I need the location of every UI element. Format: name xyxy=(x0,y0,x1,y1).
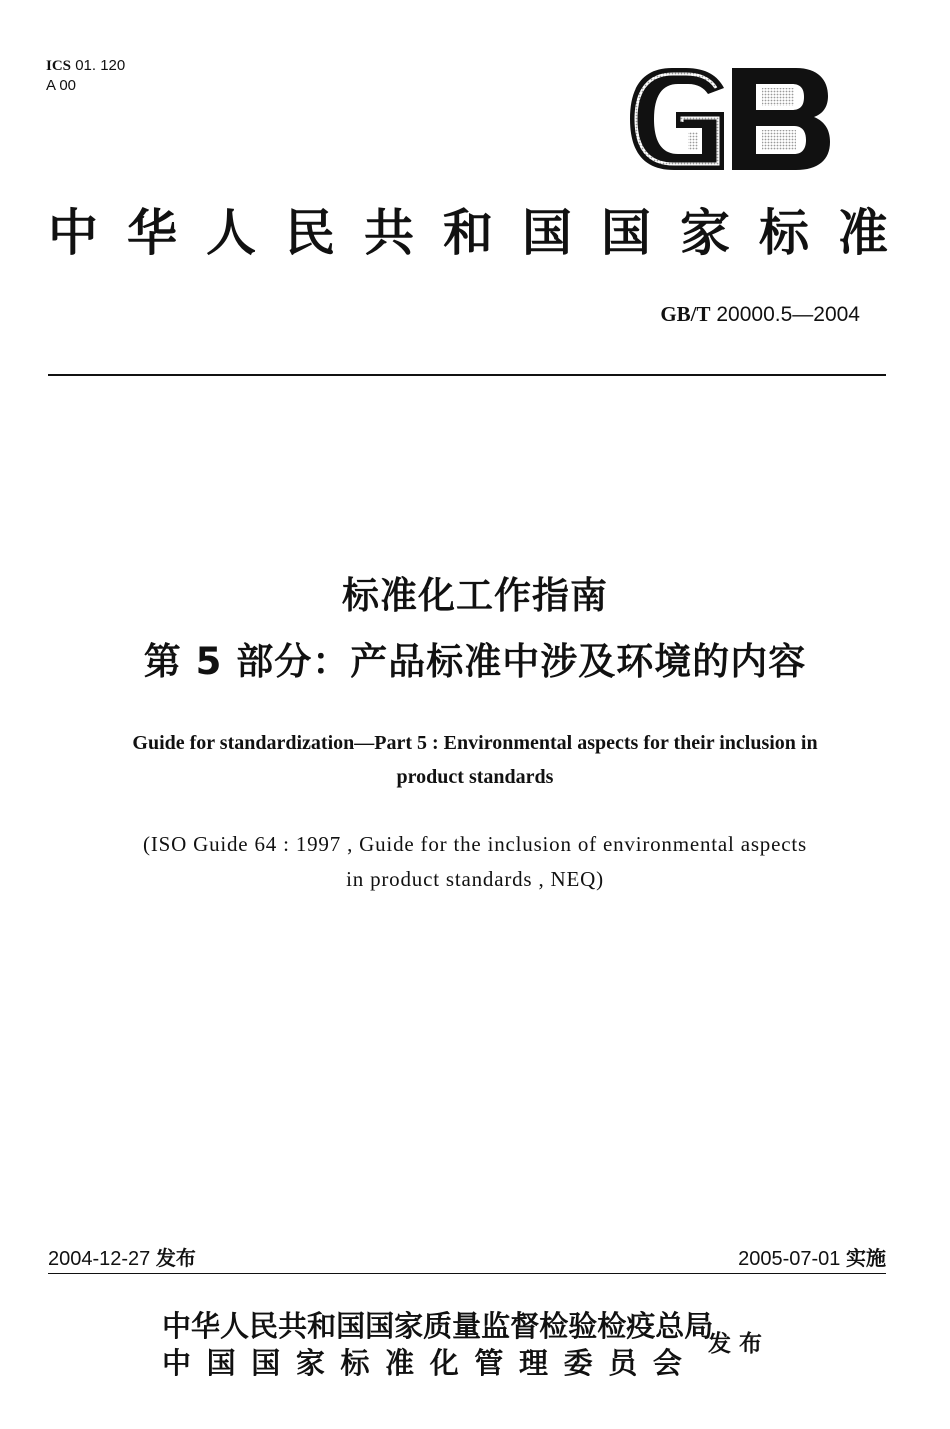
issuer-char: 质 xyxy=(423,1309,453,1343)
issuer-char: 量 xyxy=(452,1309,482,1343)
title-zh-line2: 第 5 部分：产品标准中涉及环境的内容 xyxy=(143,640,807,683)
title-en xyxy=(50,726,900,794)
national-standard-title xyxy=(48,198,888,268)
issuer-char: 国 xyxy=(336,1309,366,1343)
issuer-char: 检 xyxy=(597,1309,627,1343)
title-char: 和 xyxy=(443,203,493,262)
issuer-char: 国 xyxy=(206,1346,236,1380)
gb-logo-icon xyxy=(626,66,832,172)
issue-date xyxy=(48,1242,196,1271)
title-char: 准 xyxy=(838,203,888,262)
title-char: 华 xyxy=(127,203,177,262)
issuer-char: 监 xyxy=(481,1309,511,1343)
issuer-char: 管 xyxy=(474,1346,504,1380)
implement-date-value: 2005-07-01 xyxy=(738,1248,841,1270)
issuer-char: 家 xyxy=(394,1309,424,1343)
issuer-char: 中 xyxy=(162,1309,192,1343)
title-char: 民 xyxy=(285,203,335,262)
title-char: 国 xyxy=(522,203,572,262)
issuer-char: 疫 xyxy=(626,1309,656,1343)
adoption-line1: (ISO Guide 64 : 1997 , Guide for the inclusion of environmental aspects xyxy=(143,832,807,856)
ics-block xyxy=(46,56,125,95)
title-char: 标 xyxy=(759,203,809,262)
title-char: 人 xyxy=(206,203,256,262)
issuer-char: 国 xyxy=(251,1346,281,1380)
issuer-char: 中 xyxy=(162,1346,192,1380)
issuer-char: 人 xyxy=(220,1309,250,1343)
issuer-char: 员 xyxy=(608,1346,638,1380)
standard-code-number: 20000.5—2004 xyxy=(716,303,860,326)
issuer-action-label: 发布 xyxy=(708,1331,770,1357)
issuer-char: 家 xyxy=(295,1346,325,1380)
header-divider xyxy=(48,374,886,376)
standard-code xyxy=(660,302,860,327)
title-char: 家 xyxy=(680,203,730,262)
issuer-char: 国 xyxy=(365,1309,395,1343)
ics-label: ICS xyxy=(46,58,72,74)
issuer-char: 总 xyxy=(655,1309,685,1343)
issue-date-value: 2004-12-27 xyxy=(48,1248,151,1270)
issuer-char: 民 xyxy=(249,1309,279,1343)
title-zh-line1: 标准化工作指南 xyxy=(342,574,608,617)
footer-divider xyxy=(48,1273,886,1274)
issuer-char: 和 xyxy=(307,1309,337,1343)
issuer-char: 验 xyxy=(568,1309,598,1343)
title-en-line2: product standards xyxy=(396,766,554,788)
issuer-char: 共 xyxy=(278,1309,308,1343)
standard-code-prefix: GB/T xyxy=(660,302,711,326)
adoption-line2: in product standards , NEQ) xyxy=(346,867,604,891)
title-char: 国 xyxy=(601,203,651,262)
adoption-note xyxy=(50,827,900,897)
issuer-char: 化 xyxy=(429,1346,459,1380)
issuer-char: 会 xyxy=(652,1346,682,1380)
ccs-code: A 00 xyxy=(46,77,77,94)
issuer-char: 局 xyxy=(684,1309,714,1343)
ics-line xyxy=(46,56,125,76)
issue-date-label: 发布 xyxy=(155,1246,196,1270)
issuer-char: 检 xyxy=(539,1309,569,1343)
issuer-char: 理 xyxy=(519,1346,549,1380)
implement-date xyxy=(738,1242,886,1271)
issuer-line2 xyxy=(162,1344,682,1382)
title-char: 中 xyxy=(48,203,98,262)
title-char: 共 xyxy=(364,203,414,262)
issuer-char: 督 xyxy=(510,1309,540,1343)
issuer-line1 xyxy=(162,1307,714,1345)
title-en-line1: Guide for standardization—Part 5 : Environmental aspects for their inclusion in xyxy=(132,732,818,754)
implement-date-label: 实施 xyxy=(846,1246,886,1270)
issuer-char: 华 xyxy=(191,1309,221,1343)
ics-code: 01. 120 xyxy=(75,57,126,74)
issuer-char: 准 xyxy=(385,1346,415,1380)
issuer-char: 委 xyxy=(563,1346,593,1380)
issuer-char: 标 xyxy=(340,1346,370,1380)
